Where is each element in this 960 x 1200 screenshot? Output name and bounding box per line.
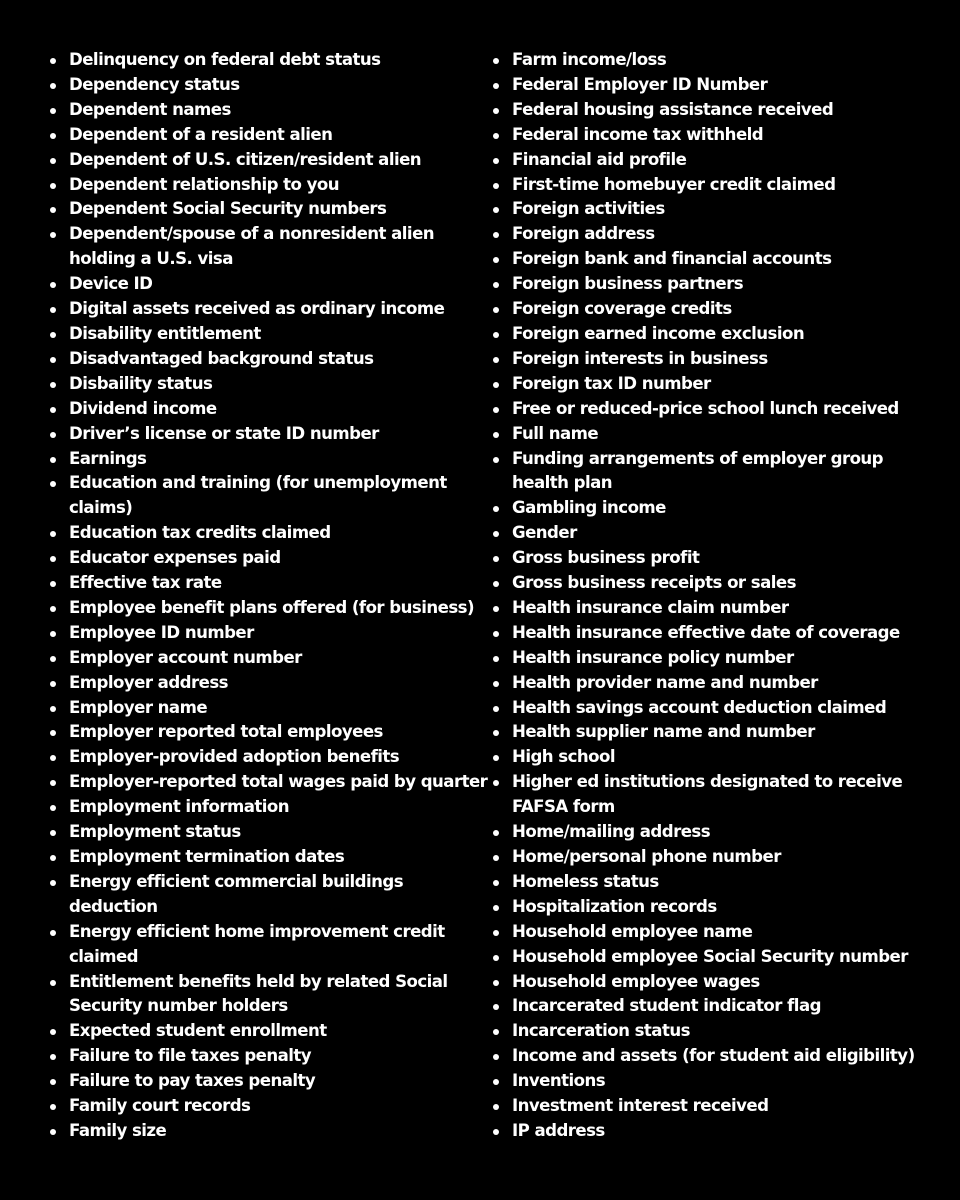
- list-item: [490, 297, 930, 322]
- list-item-text: Foreign coverage credits: [512, 299, 732, 319]
- list-item: [47, 571, 479, 596]
- list-item-text: Education tax credits claimed: [69, 523, 331, 543]
- right-column-list: [490, 48, 930, 1144]
- list-item: [47, 820, 479, 845]
- list-item-text: Federal Employer ID Number: [512, 74, 768, 94]
- bullet-icon: [493, 1129, 499, 1135]
- list-item-text: Home/personal phone number: [512, 847, 781, 866]
- list-item: [47, 222, 479, 272]
- list-item: [47, 447, 479, 472]
- list-item: [47, 795, 479, 820]
- bullet-icon: [50, 183, 56, 189]
- list-item-text: Dividend income: [69, 398, 217, 418]
- list-item-text: Employment status: [69, 822, 241, 842]
- list-item-text: Investment interest received: [512, 1096, 769, 1116]
- list-item-text: Home/mailing address: [512, 822, 711, 842]
- bullet-icon: [50, 83, 56, 89]
- list-item-text: High school: [512, 747, 616, 767]
- list-item-text: Energy efficient commercial buildings: [69, 871, 404, 891]
- list-item-text: claims): [69, 498, 133, 518]
- list-item: [47, 546, 479, 571]
- list-item-text: Federal income tax withheld: [512, 124, 764, 144]
- list-item-text: First-time homebuyer credit claimed: [512, 174, 836, 194]
- bullet-icon: [493, 382, 499, 388]
- list-item: [490, 621, 930, 646]
- list-item-text: Free or reduced-price school lunch received: [512, 398, 899, 418]
- list-item-text: Education and training (for unemployment: [69, 473, 447, 493]
- bullet-icon: [50, 706, 56, 712]
- list-item: [490, 1044, 930, 1069]
- list-item-text: Dependent of a resident alien: [69, 124, 333, 144]
- list-item-text: Health savings account deduction claimed: [512, 697, 887, 717]
- list-item: [490, 646, 930, 671]
- list-item-text: Entitlement benefits held by related Social: [69, 971, 448, 991]
- bullet-icon: [493, 905, 499, 911]
- list-item-text: IP address: [512, 1120, 605, 1140]
- bullet-icon: [493, 855, 499, 861]
- bullet-icon: [493, 930, 499, 936]
- list-item: [47, 745, 479, 770]
- list-item: [490, 222, 930, 247]
- bullet-icon: [493, 432, 499, 438]
- list-item: [47, 1019, 479, 1044]
- list-item: [490, 770, 930, 820]
- list-item-text: Employer name: [69, 697, 208, 717]
- list-item-text: Employer-reported total wages paid by quarter: [69, 772, 488, 792]
- list-item-text: Health insurance effective date of coverage: [512, 622, 900, 642]
- bullet-icon: [50, 407, 56, 413]
- list-item: [490, 1119, 930, 1144]
- bullet-icon: [493, 108, 499, 114]
- bullet-icon: [50, 332, 56, 338]
- list-item: [490, 546, 930, 571]
- list-item: [490, 870, 930, 895]
- list-item: [47, 696, 479, 721]
- bullet-icon: [493, 307, 499, 313]
- list-item: [47, 123, 479, 148]
- bullet-icon: [50, 357, 56, 363]
- list-item: [490, 1094, 930, 1119]
- list-item: [490, 422, 930, 447]
- bullet-icon: [493, 158, 499, 164]
- bullet-icon: [493, 257, 499, 263]
- list-item-text: Federal housing assistance received: [512, 99, 834, 119]
- list-item-text: Income and assets (for student aid eligibility): [512, 1046, 915, 1066]
- list-item: [47, 297, 479, 322]
- bullet-icon: [50, 780, 56, 786]
- list-item: [490, 845, 930, 870]
- list-item-text: health plan: [512, 473, 613, 493]
- bullet-icon: [493, 207, 499, 213]
- list-item: [47, 920, 479, 970]
- bullet-icon: [493, 407, 499, 413]
- bullet-icon: [50, 108, 56, 114]
- list-item: [47, 148, 479, 173]
- list-item: [490, 347, 930, 372]
- list-item-text: Employee benefit plans offered (for business): [69, 597, 475, 617]
- list-item: [490, 994, 930, 1019]
- list-item-text: Homeless status: [512, 871, 659, 891]
- list-item-text: Dependent Social Security numbers: [69, 199, 387, 219]
- list-item-text: Inventions: [512, 1071, 606, 1091]
- list-item-text: Failure to file taxes penalty: [69, 1046, 312, 1066]
- list-item-text: Dependent relationship to you: [69, 174, 340, 194]
- list-item-text: Household employee name: [512, 921, 753, 941]
- list-item: [47, 646, 479, 671]
- bullet-icon: [493, 1079, 499, 1085]
- list-item-text: Employer address: [69, 672, 228, 692]
- bullet-icon: [493, 1104, 499, 1110]
- bullet-icon: [50, 207, 56, 213]
- bullet-icon: [493, 706, 499, 712]
- list-item: [490, 895, 930, 920]
- bullet-icon: [493, 556, 499, 562]
- bullet-icon: [50, 656, 56, 662]
- list-item-text: Security number holders: [69, 996, 288, 1016]
- list-item-text: Full name: [512, 423, 599, 443]
- list-item: [490, 1019, 930, 1044]
- list-item: [47, 1119, 479, 1144]
- list-item-text: Employee ID number: [69, 622, 254, 642]
- list-item-text: Effective tax rate: [69, 573, 222, 593]
- list-item: [47, 173, 479, 198]
- list-item-text: FAFSA form: [512, 797, 615, 817]
- bullet-icon: [493, 880, 499, 886]
- bullet-icon: [50, 855, 56, 861]
- bullet-icon: [50, 930, 56, 936]
- list-item: [490, 920, 930, 945]
- list-item: [490, 745, 930, 770]
- list-item: [47, 372, 479, 397]
- bullet-icon: [50, 1104, 56, 1110]
- bullet-icon: [493, 980, 499, 986]
- list-item-text: claimed: [69, 946, 138, 966]
- list-item-text: Household employee Social Security number: [512, 946, 908, 966]
- bullet-icon: [50, 282, 56, 288]
- list-item-text: deduction: [69, 896, 158, 916]
- bullet-icon: [493, 730, 499, 736]
- bullet-icon: [493, 581, 499, 587]
- bullet-icon: [50, 830, 56, 836]
- list-item: [47, 521, 479, 546]
- list-item-text: Employment information: [69, 797, 290, 817]
- bullet-icon: [50, 382, 56, 388]
- list-item-text: Foreign bank and financial accounts: [512, 249, 832, 269]
- bullet-icon: [50, 481, 56, 487]
- list-item-text: Employer-provided adoption benefits: [69, 747, 400, 767]
- list-item: [47, 73, 479, 98]
- list-item-text: Dependent names: [69, 99, 231, 119]
- list-item-text: Health supplier name and number: [512, 722, 815, 742]
- list-item-text: Foreign business partners: [512, 274, 744, 294]
- list-item-text: Health insurance policy number: [512, 647, 794, 667]
- list-item-text: Foreign address: [512, 224, 655, 244]
- bullet-icon: [50, 1129, 56, 1135]
- list-item-text: Disbaility status: [69, 373, 213, 393]
- list-item-text: Incarceration status: [512, 1021, 690, 1041]
- bullet-icon: [493, 955, 499, 961]
- list-item-text: Digital assets received as ordinary income: [69, 299, 445, 319]
- list-item: [490, 970, 930, 995]
- bullet-icon: [493, 58, 499, 64]
- bullet-icon: [50, 58, 56, 64]
- bullet-icon: [493, 332, 499, 338]
- list-item-text: Failure to pay taxes penalty: [69, 1071, 316, 1091]
- list-item: [490, 447, 930, 497]
- bullet-icon: [50, 556, 56, 562]
- list-item: [490, 496, 930, 521]
- list-item: [47, 720, 479, 745]
- list-item-text: Dependent/spouse of a nonresident alien: [69, 224, 435, 244]
- list-item: [490, 73, 930, 98]
- list-item: [47, 347, 479, 372]
- bullet-icon: [493, 1029, 499, 1035]
- bullet-icon: [50, 531, 56, 537]
- bullet-icon: [493, 506, 499, 512]
- list-item: [47, 621, 479, 646]
- bullet-icon: [50, 631, 56, 637]
- list-item: [490, 173, 930, 198]
- list-item-text: Gross business profit: [512, 548, 700, 568]
- list-item-text: Hospitalization records: [512, 896, 717, 916]
- bullet-icon: [493, 531, 499, 537]
- list-item: [490, 720, 930, 745]
- bullet-icon: [50, 457, 56, 463]
- bullet-icon: [493, 1004, 499, 1010]
- list-item-text: Driver’s license or state ID number: [69, 423, 379, 443]
- list-item: [47, 397, 479, 422]
- list-item-text: Family court records: [69, 1096, 251, 1116]
- left-column-list: [47, 48, 488, 1144]
- list-item-text: Health insurance claim number: [512, 597, 789, 617]
- list-item-text: Dependency status: [69, 74, 240, 94]
- bullet-icon: [493, 83, 499, 89]
- list-item-text: Farm income/loss: [512, 50, 667, 69]
- list-item-text: Family size: [69, 1120, 167, 1140]
- list-item-text: Funding arrangements of employer group: [512, 448, 884, 468]
- bullet-icon: [493, 232, 499, 238]
- list-item: [490, 272, 930, 297]
- list-item-text: Energy efficient home improvement credit: [69, 921, 445, 941]
- list-item-text: Employment termination dates: [69, 847, 345, 866]
- list-item: [47, 671, 479, 696]
- bullet-icon: [50, 1029, 56, 1035]
- bullet-icon: [493, 631, 499, 637]
- bullet-icon: [493, 780, 499, 786]
- list-item-text: Disadvantaged background status: [69, 348, 374, 368]
- list-item: [47, 1094, 479, 1119]
- list-item-text: Health provider name and number: [512, 672, 818, 692]
- list-item: [490, 945, 930, 970]
- bullet-icon: [493, 656, 499, 662]
- list-item-text: Device ID: [69, 274, 153, 294]
- list-item: [490, 671, 930, 696]
- list-item: [47, 970, 479, 1020]
- list-item: [490, 48, 930, 73]
- bullet-icon: [50, 158, 56, 164]
- bullet-icon: [493, 282, 499, 288]
- list-item: [490, 696, 930, 721]
- list-item-text: Gross business receipts or sales: [512, 573, 796, 593]
- list-item-text: Higher ed institutions designated to receive: [512, 772, 903, 792]
- list-item-text: Expected student enrollment: [69, 1021, 327, 1041]
- list-item: [47, 48, 479, 73]
- list-item: [47, 272, 479, 297]
- list-item: [47, 845, 479, 870]
- list-item: [47, 322, 479, 347]
- list-item: [47, 770, 488, 795]
- list-item: [490, 197, 930, 222]
- list-item-text: Foreign earned income exclusion: [512, 323, 805, 343]
- bullet-icon: [50, 133, 56, 139]
- bullet-icon: [50, 681, 56, 687]
- list-item: [490, 521, 930, 546]
- bullet-icon: [493, 1054, 499, 1060]
- list-item-text: Gender: [512, 523, 577, 543]
- list-item: [47, 422, 479, 447]
- list-item-text: Disability entitlement: [69, 323, 261, 343]
- list-item-text: Earnings: [69, 448, 147, 468]
- bullet-icon: [50, 232, 56, 238]
- list-item-text: Educator expenses paid: [69, 548, 281, 568]
- list-item: [47, 197, 479, 222]
- list-item-text: Delinquency on federal debt status: [69, 50, 381, 69]
- list-item: [490, 123, 930, 148]
- bullet-icon: [50, 1079, 56, 1085]
- list-item-text: Dependent of U.S. citizen/resident alien: [69, 149, 422, 169]
- list-item: [490, 372, 930, 397]
- list-item: [490, 322, 930, 347]
- list-item: [490, 820, 930, 845]
- list-item-text: Employer reported total employees: [69, 722, 383, 742]
- list-item: [47, 471, 479, 521]
- bullet-icon: [50, 432, 56, 438]
- list-item: [490, 571, 930, 596]
- bullet-icon: [50, 307, 56, 313]
- bullet-icon: [493, 606, 499, 612]
- list-item-text: Foreign activities: [512, 199, 665, 219]
- bullet-icon: [493, 183, 499, 189]
- list-item: [47, 1069, 479, 1094]
- list-item: [47, 870, 479, 920]
- list-item-text: Gambling income: [512, 498, 666, 518]
- list-item-text: Foreign tax ID number: [512, 373, 711, 393]
- list-item: [490, 247, 930, 272]
- list-item-text: Household employee wages: [512, 971, 760, 991]
- bullet-icon: [493, 681, 499, 687]
- list-item-text: Incarcerated student indicator flag: [512, 996, 821, 1016]
- list-item-text: Financial aid profile: [512, 149, 687, 169]
- list-item: [490, 397, 930, 422]
- bullet-icon: [493, 755, 499, 761]
- bullet-icon: [50, 805, 56, 811]
- bullet-icon: [493, 457, 499, 463]
- bullet-icon: [493, 133, 499, 139]
- list-item-text: holding a U.S. visa: [69, 249, 233, 269]
- list-item: [490, 148, 930, 173]
- bullet-icon: [50, 980, 56, 986]
- list-item: [490, 98, 930, 123]
- bullet-icon: [50, 730, 56, 736]
- list-item: [490, 596, 930, 621]
- bullet-icon: [493, 357, 499, 363]
- list-item: [47, 596, 479, 621]
- list-item: [490, 1069, 930, 1094]
- bullet-icon: [50, 581, 56, 587]
- bullet-icon: [493, 830, 499, 836]
- list-item-text: Foreign interests in business: [512, 348, 768, 368]
- bullet-icon: [50, 755, 56, 761]
- bullet-icon: [50, 1054, 56, 1060]
- bullet-icon: [50, 880, 56, 886]
- list-item: [47, 98, 479, 123]
- bullet-icon: [50, 606, 56, 612]
- list-item: [47, 1044, 479, 1069]
- list-item-text: Employer account number: [69, 647, 302, 667]
